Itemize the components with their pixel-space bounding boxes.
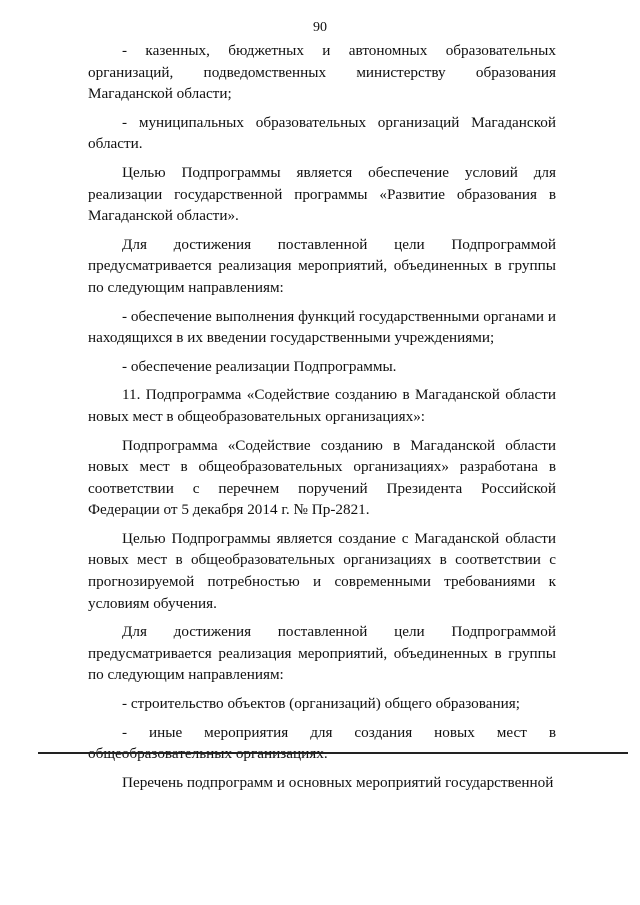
paragraph-list-item-municipal-organizations: - муниципальных образовательных организаций Магаданской области. (88, 113, 556, 153)
horizontal-divider (38, 752, 628, 754)
paragraph-list-item-construction: - строительство объектов (организаций) общего образования; (122, 695, 520, 713)
paragraph-directions-intro-2: Для достижения поставленной цели Подпрограммой предусматривается реализация мероприятий, объединенных в группы по следующим направлениям: (88, 623, 556, 684)
paragraph-directions-intro: Для достижения поставленной цели Подпрограммой предусматривается реализация мероприятий, объединенных в группы по следующим направлениям: (88, 235, 556, 296)
paragraph-subprogram-basis: Подпрограмма «Содействие созданию в Магаданской области новых мест в общеобразовательных организациях» разработана в соответствии с перечнем поручений Президента Российской Федерации от 5 декабря 2014 г. № Пр-2821. (88, 436, 556, 519)
paragraph-list-continuation: Перечень подпрограмм и основных мероприятий государственной (122, 773, 554, 791)
paragraph-list-item-implementation: - обеспечение реализации Подпрограммы. (122, 357, 397, 375)
paragraph-list-item-other-measures: - иные мероприятия для создания новых мест в общеобразовательных организациях. (88, 723, 556, 763)
paragraph-section-heading-11: 11. Подпрограмма «Содействие созданию в Магаданской области новых мест в общеобразовательных организациях»: (88, 386, 556, 425)
paragraph-goal-statement: Целью Подпрограммы является обеспечение условий для реализации государственной программы «Развитие образования в Магаданской области». (88, 163, 556, 225)
paragraph-list-item-state-organizations: - казенных, бюджетных и автономных образовательных организаций, подведомственных министерству образования Магаданской области; (88, 42, 556, 103)
paragraph-list-item-functions: - обеспечение выполнения функций государственными органами и находящихся в их введении государственными учреждениями; (88, 307, 556, 347)
paragraph-subprogram-goal: Целью Подпрограммы является создание с Магаданской области новых мест в общеобразовательных организациях в соответствии с прогнозируемой потребностью и современными требованиями к условиям обучения. (88, 529, 556, 612)
page-number: 90 (313, 20, 327, 35)
document-body (88, 40, 556, 800)
